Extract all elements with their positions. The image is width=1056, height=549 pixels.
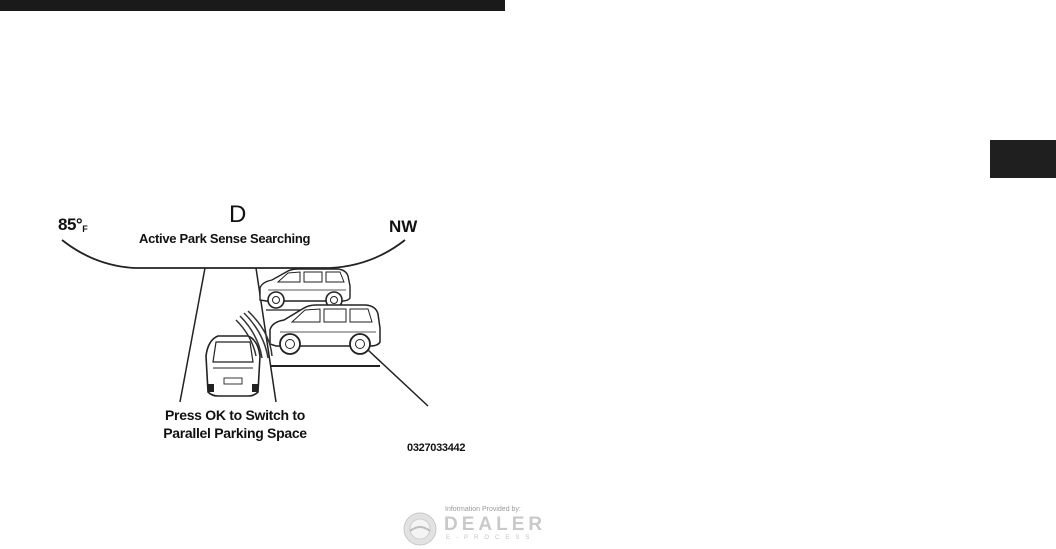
- outside-temperature: [58, 215, 87, 235]
- status-message: Active Park Sense Searching: [139, 231, 311, 246]
- chapter-tab: [990, 140, 1056, 178]
- temperature-value: 85°: [58, 215, 83, 234]
- page-header-bar: [0, 0, 505, 11]
- dealer-watermark: [402, 505, 572, 549]
- prompt-line-2: Parallel Parking Space: [163, 425, 307, 441]
- watermark-tagline: E-PROCESS: [446, 535, 536, 541]
- switch-prompt: [140, 406, 330, 442]
- compass-heading: NW: [389, 217, 418, 236]
- prompt-line-1: Press OK to Switch to: [165, 407, 305, 423]
- gear-indicator: D: [229, 201, 247, 228]
- park-sense-illustration: [0, 180, 520, 480]
- car-icon: [206, 336, 260, 396]
- temperature-unit: F: [82, 224, 88, 234]
- watermark-brand: DEALER: [444, 514, 547, 535]
- lane-line-left: [180, 268, 205, 402]
- figure-id: 0327033442: [407, 442, 466, 454]
- dealer-logo-icon: [402, 511, 438, 547]
- car-icon: [270, 305, 380, 354]
- callout-line: [368, 350, 428, 406]
- car-icon: [260, 269, 350, 308]
- watermark-provided-by: Information Provided by:: [445, 506, 521, 513]
